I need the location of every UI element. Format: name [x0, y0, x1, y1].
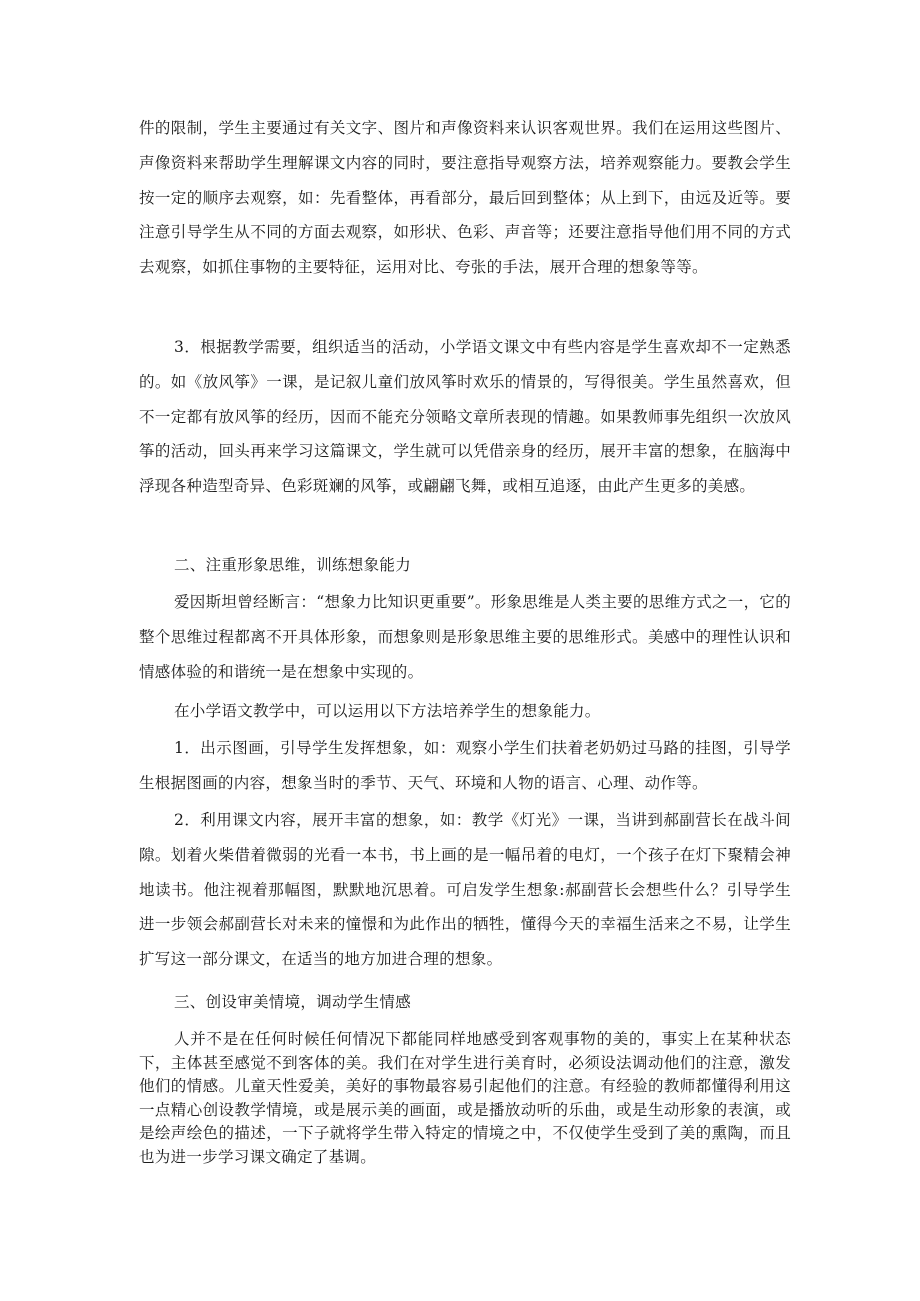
- paragraph-create-situation: 人并不是在任何时候任何情况下都能同样地感受到客观事物的美的，事实上在某种状态下，主体甚至感觉不到客体的美。我们在对学生进行美育时，必须设法调动他们的注意，激发他们的情感。儿童天性爱美，美好的事物最容易引起他们的注意。有经验的教师都懂得利用这一点精心创设教学情境，或是展示美的画面，或是播放动听的乐曲，或是生动形象的表演，或是绘声绘色的描述，一下子就将学生带入特定的情境之中，不仅使学生受到了美的熏陶，而且也为进一步学习课文确定了基调。: [139, 1030, 791, 1166]
- section-heading-aesthetic-context: 三、创设审美情境，调动学生情感: [174, 993, 412, 1011]
- paragraph-methods-intro: 在小学语文教学中，可以运用以下方法培养学生的想象能力。: [174, 702, 601, 720]
- paragraph-use-text-content: 2．利用课文内容，展开丰富的想象，如：教学《灯光》一课，当讲到郝副营长在战斗间隙。划着火柴借着微弱的光看一本书，书上画的是一幅吊着的电灯，一个孩子在灯下聚精会神地读书。他注视着那幅图，默默地沉思着。可启发学生想象:郝副营长会想些什么？引导学生进一步领会郝副营长对未来的憧憬和为此作出的牺牲，懂得今天的幸福生活来之不易，让学生扩写这一部分课文，在适当的地方加进合理的想象。: [139, 811, 791, 969]
- paragraph-einstein-quote: 爱因斯坦曾经断言：“想象力比知识更重要”。形象思维是人类主要的思维方式之一，它的整个思维过程都离不开具体形象，而想象则是形象思维主要的思维形式。美感中的理性认识和情感体验的和谐统一是在想象中实现的。: [139, 593, 791, 681]
- paragraph-show-pictures: 1．出示图画，引导学生发挥想象，如：观察小学生们扶着老奶奶过马路的挂图，引导学生根据图画的内容，想象当时的季节、天气、环境和人物的语言、心理、动作等。: [139, 739, 791, 792]
- paragraph-observation-methods: 件的限制，学生主要通过有关文字、图片和声像资料来认识客观世界。我们在运用这些图片、声像资料来帮助学生理解课文内容的同时，要注意指导观察方法，培养观察能力。要教会学生按一定的顺序去观察，如：先看整体，再看部分，最后回到整体；从上到下，由远及近等。要注意引导学生从不同的方面去观察，如形状、色彩、声音等；还要注意指导他们用不同的方式去观察，如抓住事物的主要特征，运用对比、夸张的手法，展开合理的想象等等。: [139, 119, 791, 277]
- section-heading-imagination: 二、注重形象思维，训练想象能力: [174, 556, 412, 574]
- paragraph-organize-activities: 3．根据教学需要，组织适当的活动，小学语文课文中有些内容是学生喜欢却不一定熟悉的。如《放风筝》一课，是记叙儿童们放风筝时欢乐的情景的，写得很美。学生虽然喜欢，但不一定都有放风筝的经历，因而不能充分领略文章所表现的情趣。如果教师事先组织一次放风筝的活动，回头再来学习这篇课文，学生就可以凭借亲身的经历，展开丰富的想象，在脑海中浮现各种造型奇异、色彩斑斓的风筝，或翩翩飞舞，或相互追逐，由此产生更多的美感。: [139, 338, 791, 496]
